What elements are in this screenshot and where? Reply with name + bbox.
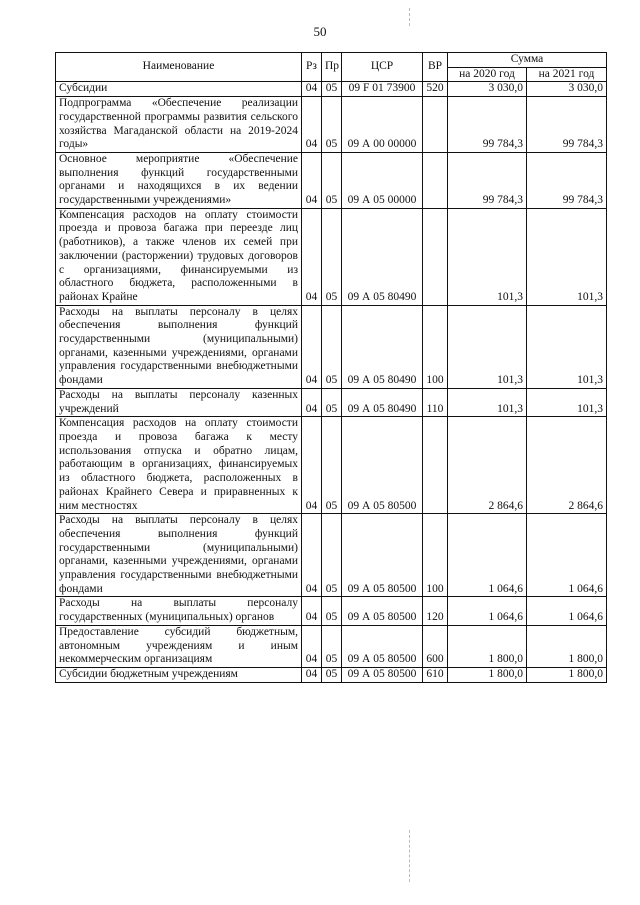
row-name: Компенсация расходов на оплату стоимости проезда и провоза багажа к месту использования отпуска и обратно лицам, работающим в организациях, финансируемых из областного бюджета, расположенных в районах Крайнего Севера и приравненных к ним местностях bbox=[56, 417, 302, 514]
row-vr: 100 bbox=[423, 305, 448, 388]
row-pr: 05 bbox=[322, 388, 342, 416]
row-sum-2021: 101,3 bbox=[527, 208, 607, 305]
row-vr: 100 bbox=[423, 514, 448, 597]
header-pr: Пр bbox=[322, 53, 342, 82]
row-csr: 09 А 05 80500 bbox=[342, 625, 423, 667]
row-pr: 05 bbox=[322, 514, 342, 597]
row-sum-2021: 101,3 bbox=[527, 305, 607, 388]
row-sum-2020: 101,3 bbox=[448, 388, 527, 416]
row-vr bbox=[423, 417, 448, 514]
row-pr: 05 bbox=[322, 417, 342, 514]
row-name: Расходы на выплаты персоналу в целях обеспечения выполнения функций государственными (муниципальными) органами, казенными учреждениями, органами управления государственными внебюджетными фондами bbox=[56, 514, 302, 597]
row-sum-2020: 1 064,6 bbox=[448, 514, 527, 597]
row-sum-2021: 101,3 bbox=[527, 388, 607, 416]
row-csr: 09 А 05 80500 bbox=[342, 514, 423, 597]
table-row bbox=[56, 667, 607, 682]
page-number: 50 bbox=[313, 24, 327, 39]
row-name: Субсидии bbox=[56, 82, 302, 97]
budget-table bbox=[55, 52, 607, 683]
row-sum-2021: 1 064,6 bbox=[527, 514, 607, 597]
row-name: Расходы на выплаты персоналу в целях обеспечения выполнения функций государственными (муниципальными) органами, казенными учреждениями, органами управления государственными внебюджетными фондами bbox=[56, 305, 302, 388]
row-sum-2021: 2 864,6 bbox=[527, 417, 607, 514]
row-vr: 600 bbox=[423, 625, 448, 667]
row-vr bbox=[423, 97, 448, 153]
row-pr: 05 bbox=[322, 97, 342, 153]
row-vr: 610 bbox=[423, 667, 448, 682]
table-row bbox=[56, 305, 607, 388]
table-row bbox=[56, 152, 607, 208]
row-sum-2020: 1 064,6 bbox=[448, 597, 527, 625]
row-rz: 04 bbox=[302, 97, 322, 153]
row-rz: 04 bbox=[302, 388, 322, 416]
row-sum-2020: 99 784,3 bbox=[448, 97, 527, 153]
row-csr: 09 А 05 80490 bbox=[342, 388, 423, 416]
table-row bbox=[56, 417, 607, 514]
row-rz: 04 bbox=[302, 667, 322, 682]
row-sum-2020: 99 784,3 bbox=[448, 152, 527, 208]
table-row bbox=[56, 97, 607, 153]
row-vr bbox=[423, 152, 448, 208]
header-sum: Сумма bbox=[448, 53, 607, 68]
row-pr: 05 bbox=[322, 625, 342, 667]
header-csr: ЦСР bbox=[342, 53, 423, 82]
row-rz: 04 bbox=[302, 625, 322, 667]
row-rz: 04 bbox=[302, 514, 322, 597]
row-sum-2021: 1 800,0 bbox=[527, 667, 607, 682]
row-pr: 05 bbox=[322, 597, 342, 625]
row-pr: 05 bbox=[322, 667, 342, 682]
row-csr: 09 А 00 00000 bbox=[342, 97, 423, 153]
header-rz: Рз bbox=[302, 53, 322, 82]
row-sum-2021: 99 784,3 bbox=[527, 97, 607, 153]
table-row bbox=[56, 625, 607, 667]
header-vr: ВР bbox=[423, 53, 448, 82]
row-csr: 09 А 05 80490 bbox=[342, 208, 423, 305]
row-sum-2020: 1 800,0 bbox=[448, 667, 527, 682]
table-row bbox=[56, 208, 607, 305]
row-name: Расходы на выплаты персоналу казенных учреждений bbox=[56, 388, 302, 416]
row-pr: 05 bbox=[322, 208, 342, 305]
row-csr: 09 А 05 80500 bbox=[342, 667, 423, 682]
fold-mark-bottom bbox=[409, 830, 410, 882]
row-sum-2021: 1 064,6 bbox=[527, 597, 607, 625]
row-name: Предоставление субсидий бюджетным, автономным учреждениям и иным некоммерческим организациям bbox=[56, 625, 302, 667]
table-row bbox=[56, 82, 607, 97]
row-name: Субсидии бюджетным учреждениям bbox=[56, 667, 302, 682]
table-row bbox=[56, 388, 607, 416]
row-vr: 520 bbox=[423, 82, 448, 97]
row-sum-2020: 2 864,6 bbox=[448, 417, 527, 514]
fold-mark-top bbox=[409, 8, 410, 26]
row-csr: 09 А 05 80500 bbox=[342, 597, 423, 625]
table-row bbox=[56, 514, 607, 597]
header-year-2020: на 2020 год bbox=[448, 67, 527, 82]
row-sum-2020: 1 800,0 bbox=[448, 625, 527, 667]
table-row bbox=[56, 597, 607, 625]
header-row bbox=[56, 53, 607, 68]
row-sum-2020: 101,3 bbox=[448, 305, 527, 388]
row-name: Основное мероприятие «Обеспечение выполнения функций государственными органами и находящихся в их ведении государственными учреждениями» bbox=[56, 152, 302, 208]
row-sum-2021: 1 800,0 bbox=[527, 625, 607, 667]
row-csr: 09 А 05 80490 bbox=[342, 305, 423, 388]
row-sum-2021: 3 030,0 bbox=[527, 82, 607, 97]
row-csr: 09 А 05 00000 bbox=[342, 152, 423, 208]
header-name: Наименование bbox=[56, 53, 302, 82]
row-vr: 120 bbox=[423, 597, 448, 625]
row-csr: 09 F 01 73900 bbox=[342, 82, 423, 97]
row-rz: 04 bbox=[302, 417, 322, 514]
row-rz: 04 bbox=[302, 597, 322, 625]
row-rz: 04 bbox=[302, 208, 322, 305]
row-name: Расходы на выплаты персоналу государственных (муниципальных) органов bbox=[56, 597, 302, 625]
row-rz: 04 bbox=[302, 305, 322, 388]
row-rz: 04 bbox=[302, 152, 322, 208]
row-name: Компенсация расходов на оплату стоимости проезда и провоза багажа при переезде лиц (работников), а также членов их семей при заключении (расторжении) трудовых договоров с организациями, финансируемыми из областного бюджета, расположенными в районах Крайне bbox=[56, 208, 302, 305]
header-year-2021: на 2021 год bbox=[527, 67, 607, 82]
row-rz: 04 bbox=[302, 82, 322, 97]
row-name: Подпрограмма «Обеспечение реализации государственной программы развития сельского хозяйства Магаданской области на 2019-2024 годы» bbox=[56, 97, 302, 153]
row-sum-2021: 99 784,3 bbox=[527, 152, 607, 208]
row-vr bbox=[423, 208, 448, 305]
row-pr: 05 bbox=[322, 82, 342, 97]
row-pr: 05 bbox=[322, 305, 342, 388]
row-sum-2020: 101,3 bbox=[448, 208, 527, 305]
row-pr: 05 bbox=[322, 152, 342, 208]
row-csr: 09 А 05 80500 bbox=[342, 417, 423, 514]
row-vr: 110 bbox=[423, 388, 448, 416]
row-sum-2020: 3 030,0 bbox=[448, 82, 527, 97]
